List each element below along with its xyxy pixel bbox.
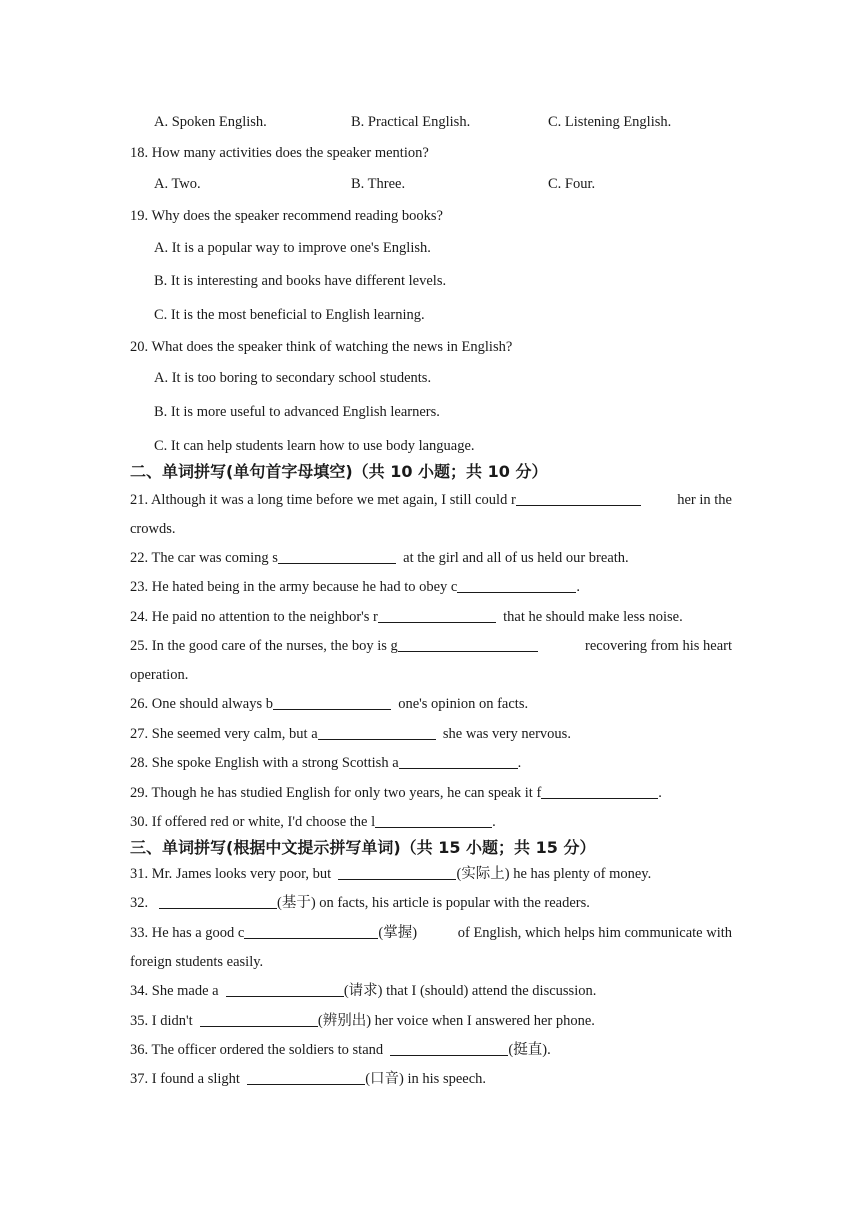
q22-text-after: at the girl and all of us held our breath. [403, 550, 629, 566]
q26-blank[interactable] [273, 695, 391, 710]
q20-question: 20. What does the speaker think of watching the news in English? [130, 339, 513, 355]
q32-hint: (基于) [277, 895, 316, 911]
q36-text: 36. The officer ordered the soldiers to stand [130, 1042, 384, 1058]
q19-option-a: A. It is a popular way to improve one's English. [154, 240, 431, 256]
q37-blank[interactable] [247, 1070, 365, 1085]
q31-item [130, 865, 732, 883]
q18-option-a: A. Two. [154, 176, 201, 192]
q21-item [130, 491, 732, 509]
q21-text-after: her in the [677, 492, 732, 508]
q33-hint: (掌握) [378, 925, 418, 941]
q24-text-after: that he should make less noise. [503, 609, 683, 625]
q23-item [130, 578, 732, 596]
q28-blank[interactable] [399, 754, 518, 769]
q18-option-b: B. Three. [351, 176, 406, 192]
q37-text-after: in his speech. [407, 1071, 487, 1087]
q21-blank[interactable] [516, 491, 641, 506]
q17-option-a: A. Spoken English. [154, 114, 267, 130]
q21-continued: crowds. [130, 521, 176, 537]
q34-blank[interactable] [226, 982, 344, 997]
q32-blank[interactable] [159, 894, 277, 909]
section2-heading: 二、单词拼写(单句首字母填空)（共 10 小题；共 10 分） [130, 462, 548, 481]
q28-text-after: . [517, 755, 522, 771]
q17-option-c: C. Listening English. [548, 114, 672, 130]
q22-text: 22. The car was coming s [130, 550, 278, 566]
q20-option-a: A. It is too boring to secondary school students. [154, 370, 432, 386]
q32-item [130, 894, 732, 912]
q29-blank[interactable] [541, 784, 658, 799]
q35-text-after: her voice when I answered her phone. [374, 1013, 595, 1029]
q24-item [130, 608, 732, 626]
section3-heading: 三、单词拼写(根据中文提示拼写单词)（共 15 小题；共 15 分） [130, 838, 596, 857]
q20-option-b: B. It is more useful to advanced English learners. [154, 404, 440, 420]
q33-blank[interactable] [244, 924, 378, 939]
q37-item [130, 1070, 732, 1088]
q19-option-b: B. It is interesting and books have different levels. [154, 273, 447, 289]
q27-text-after: she was very nervous. [442, 726, 571, 742]
q23-text-after: . [576, 579, 580, 595]
q25-text: 25. In the good care of the nurses, the boy is g [130, 638, 398, 654]
q34-item [130, 982, 732, 1000]
q30-text: 30. If offered red or white, I'd choose the l [130, 814, 376, 830]
q33-text: 33. He has a good c [130, 925, 245, 941]
q28-text: 28. She spoke English with a strong Scottish a [130, 755, 399, 771]
q31-text: 31. Mr. James looks very poor, but [130, 866, 332, 882]
q26-text-after: one's opinion on facts. [398, 696, 529, 712]
q29-item [130, 784, 732, 802]
q35-text: 35. I didn't [130, 1013, 193, 1029]
q29-text: 29. Though he has studied English for only two years, he can speak it f [130, 785, 542, 801]
q24-text: 24. He paid no attention to the neighbor's r [130, 609, 378, 625]
q18-question: 18. How many activities does the speaker mention? [130, 145, 429, 161]
q31-text-after: he has plenty of money. [513, 866, 652, 882]
q29-text-after: . [658, 785, 662, 801]
q34-hint: (请求) [343, 983, 383, 999]
q30-item [130, 813, 732, 831]
q36-item [130, 1041, 732, 1059]
q25-continued: operation. [130, 667, 189, 683]
q37-text: 37. I found a slight [130, 1071, 240, 1087]
q33-text-after: of English, which helps him communicate with [457, 925, 732, 941]
q30-text-after: . [492, 814, 496, 830]
q19-option-c: C. It is the most beneficial to English learning. [154, 307, 425, 323]
q27-item [130, 725, 732, 743]
q22-blank[interactable] [278, 549, 396, 564]
q22-item [130, 549, 732, 567]
q23-blank[interactable] [457, 578, 576, 593]
q31-hint: (实际上) [456, 866, 510, 882]
q36-text-after: . [547, 1042, 551, 1058]
q17-option-b: B. Practical English. [351, 114, 471, 130]
q35-item [130, 1012, 732, 1030]
q23-text: 23. He hated being in the army because he had to obey c [130, 579, 458, 595]
q19-question: 19. Why does the speaker recommend reading books? [130, 208, 443, 224]
q37-hint: (口音) [365, 1071, 404, 1087]
q35-blank[interactable] [200, 1012, 318, 1027]
q25-item [130, 637, 732, 655]
q36-blank[interactable] [390, 1041, 508, 1056]
q18-option-c: C. Four. [548, 176, 596, 192]
q25-text-after: recovering from his heart [585, 638, 732, 654]
q25-blank[interactable] [398, 637, 538, 652]
q24-blank[interactable] [378, 608, 496, 623]
q26-text: 26. One should always b [130, 696, 273, 712]
q20-option-c: C. It can help students learn how to use body language. [154, 438, 475, 454]
q33-item [130, 924, 732, 942]
q27-blank[interactable] [318, 725, 436, 740]
q28-item [130, 754, 732, 772]
q35-hint: (辨别出) [317, 1013, 372, 1029]
q27-text: 27. She seemed very calm, but a [130, 726, 318, 742]
q31-blank[interactable] [338, 865, 456, 880]
q34-text-after: that I (should) attend the discussion. [386, 983, 597, 999]
q33-continued: foreign students easily. [130, 954, 264, 970]
q30-blank[interactable] [375, 813, 492, 828]
q32-text-after: on facts, his article is popular with the readers. [319, 895, 590, 911]
q21-text: 21. Although it was a long time before we met again, I still could r [130, 492, 516, 508]
q34-text: 34. She made a [130, 983, 219, 999]
q36-hint: (挺直) [508, 1042, 548, 1058]
q32-text: 32. [130, 895, 149, 911]
q26-item [130, 695, 732, 713]
